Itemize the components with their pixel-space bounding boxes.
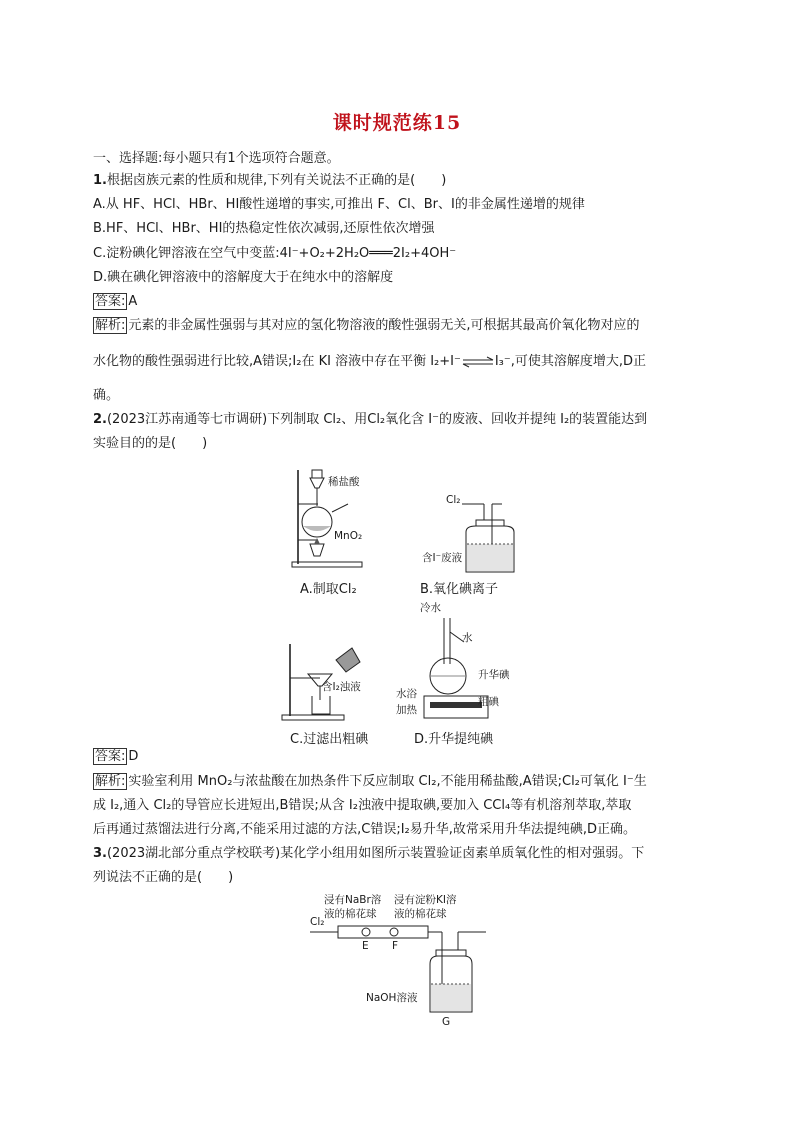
label-cl2-inlet: Cl₂ — [446, 494, 461, 506]
triiodide-ion: I₃⁻ — [494, 354, 511, 369]
label-naoh-solution: NaOH溶液 — [366, 992, 418, 1004]
q1-option-c: C.淀粉碘化钾溶液在空气中变蓝:4I⁻+O₂+2H₂O═══2I₂+4OH⁻ — [93, 246, 457, 261]
question-text: 根据卤族元素的性质和规律,下列有关说法不正确的是( ) — [106, 173, 447, 188]
page-title: 课时规范练15 — [332, 112, 462, 134]
label-ki-cotton-line1: 浸有淀粉KI溶 — [394, 894, 457, 906]
q1-option-a: A.从 HF、HCl、HBr、HI酸性递增的事实,可推出 F、Cl、Br、I的非金属性递增的规律 — [93, 197, 585, 212]
answer-tag: 答案: — [95, 749, 126, 764]
label-cold-water: 冷水 — [420, 602, 441, 614]
label-mno2: MnO₂ — [334, 530, 363, 542]
q1-explanation-line-2 — [93, 353, 646, 371]
label-f: F — [392, 940, 399, 952]
equilibrium-arrow-icon — [461, 356, 495, 368]
question-number: 1. — [93, 173, 107, 188]
apparatus-q3-illustration — [308, 920, 498, 1022]
label-cl2-inlet-q3: Cl₂ — [310, 916, 325, 928]
explanation-tag: 解析: — [95, 318, 126, 333]
explanation-text: ,可使其溶解度增大,D正 — [510, 354, 647, 369]
label-nabr-cotton-line2: 液的棉花球 — [324, 908, 377, 920]
label-sublimed-iodine: 升华碘 — [478, 669, 510, 681]
q1-answer — [93, 293, 137, 311]
question-3-stem-line-2: 列说法不正确的是( ) — [93, 870, 234, 885]
label-crude-iodine: 粗碘 — [478, 696, 499, 708]
question-text: (2023江苏南通等七市调研)下列制取 Cl₂、用Cl₂氧化含 I⁻的废液、回收并提纯 I₂的装置能达到 — [106, 412, 648, 427]
figure-b-caption: B.氧化碘离子 — [420, 582, 499, 597]
question-number: 3. — [93, 846, 107, 861]
q1-explanation-line-3: 确。 — [93, 388, 120, 403]
label-g: G — [442, 1016, 451, 1028]
explanation-text: 实验室利用 MnO₂与浓盐酸在加热条件下反应制取 Cl₂,不能用稀盐酸,A错误;Cl₂可氧化 I⁻生 — [128, 774, 647, 789]
label-water-outlet: 水 — [462, 632, 473, 644]
label-ki-cotton-line2: 液的棉花球 — [394, 908, 447, 920]
answer-tag: 答案: — [95, 294, 126, 309]
question-3-stem-line-1 — [93, 845, 644, 863]
explanation-tag: 解析: — [95, 774, 126, 789]
explanation-text: 水化物的酸性强弱进行比较,A错误;I₂在 KI 溶液中存在平衡 I₂+I⁻ — [93, 354, 461, 369]
question-number: 2. — [93, 412, 107, 427]
label-nabr-cotton-line1: 浸有NaBr溶 — [324, 894, 382, 906]
label-heating: 加热 — [396, 704, 417, 716]
answer-value: A — [128, 294, 138, 309]
question-text: (2023湖北部分重点学校联考)某化学小组用如图所示装置验证卤素单质氧化性的相对强弱。下 — [106, 846, 645, 861]
label-water-bath: 水浴 — [396, 688, 417, 700]
q2-explanation-line-1 — [93, 773, 647, 791]
label-iodide-waste: 含I⁻废液 — [422, 552, 463, 564]
q2-explanation-line-2: 成 I₂,通入 Cl₂的导管应长进短出,B错误;从含 I₂浊液中提取碘,要加入 CCl₄等有机溶剂萃取,萃取 — [93, 798, 632, 813]
q1-explanation-line-1 — [93, 317, 640, 335]
q2-explanation-line-3: 后再通过蒸馏法进行分离,不能采用过滤的方法,C错误;I₂易升华,故常采用升华法提纯碘,D正确。 — [93, 822, 637, 837]
q2-answer — [93, 748, 138, 766]
question-1-stem — [93, 172, 446, 190]
label-iodine-suspension: 含I₂浊液 — [322, 681, 361, 693]
figure-c-caption: C.过滤出粗碘 — [290, 732, 369, 747]
label-e: E — [362, 940, 369, 952]
q1-option-d: D.碘在碘化钾溶液中的溶解度大于在纯水中的溶解度 — [93, 270, 394, 285]
explanation-text: 元素的非金属性强弱与其对应的氢化物溶液的酸性强弱无关,可根据其最高价氧化物对应的 — [128, 318, 640, 333]
question-2-stem-line-1 — [93, 411, 647, 429]
answer-value: D — [128, 749, 139, 764]
figure-d-caption: D.升华提纯碘 — [414, 732, 494, 747]
question-2-stem-line-2: 实验目的的是( ) — [93, 436, 208, 451]
q1-option-b: B.HF、HCl、HBr、HI的热稳定性依次减弱,还原性依次增强 — [93, 221, 435, 236]
label-dilute-hcl: 稀盐酸 — [328, 476, 360, 488]
figure-a-caption: A.制取Cl₂ — [300, 582, 357, 597]
section-heading: 一、选择题:每小题只有1个选项符合题意。 — [93, 151, 340, 166]
